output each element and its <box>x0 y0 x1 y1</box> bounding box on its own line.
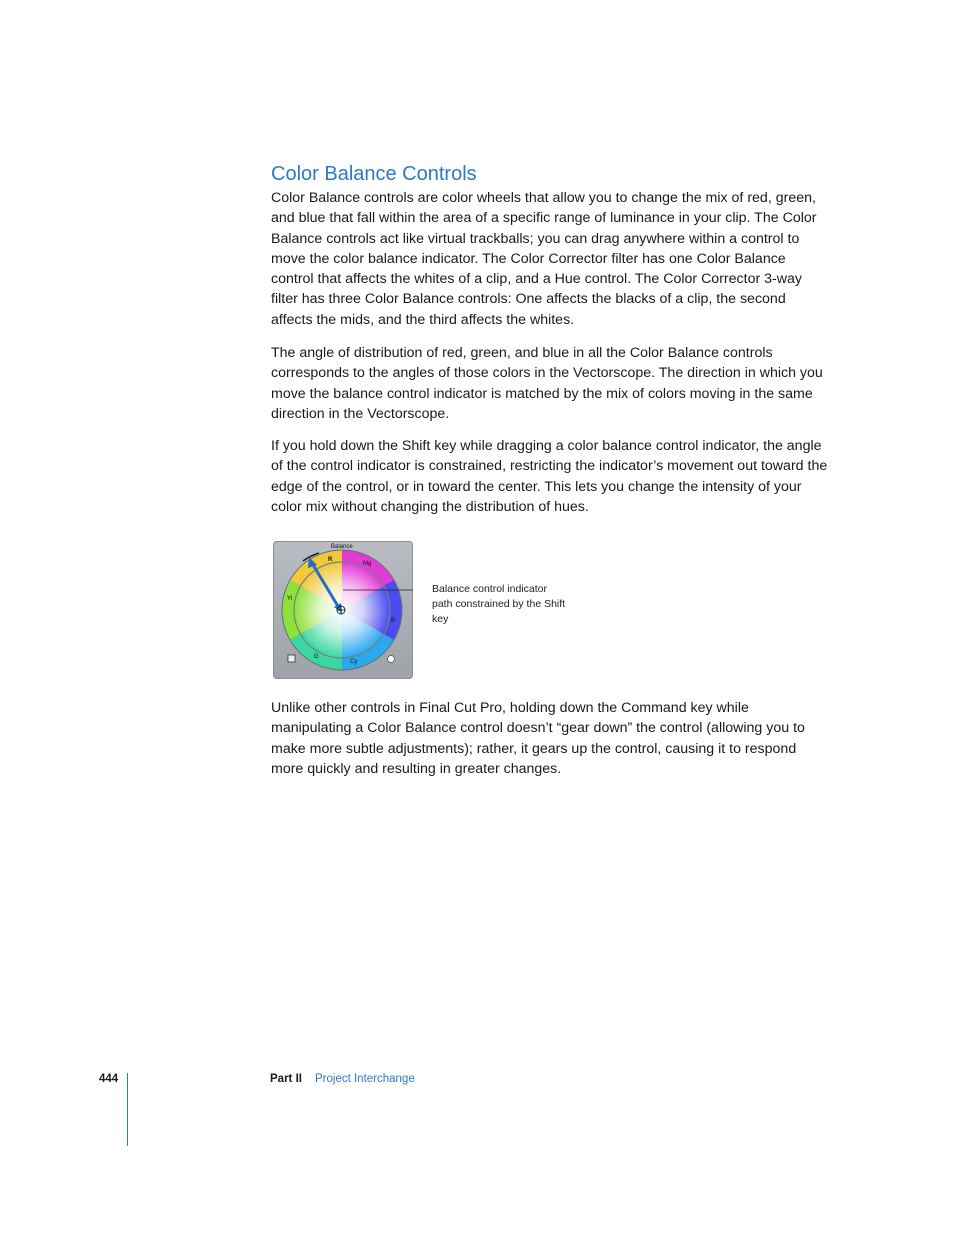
wheel-title: Balance <box>331 544 353 550</box>
color-balance-figure <box>273 541 413 679</box>
section-heading: Color Balance Controls <box>271 163 477 185</box>
label-green: G <box>314 654 319 660</box>
balance-indicator <box>337 606 345 614</box>
paragraph: The angle of distribution of red, green, and blue in all the Color Balance controls corresponds to the angles of those colors in the Vectorscope. The direction in which you move the balance control indicator is matched by the mix of colors moving in the same direction in the Vectorscope. <box>271 345 823 422</box>
label-blue: B <box>391 618 396 624</box>
paragraph: Color Balance controls are color wheels that allow you to change the mix of red, green, and blue that fall within the area of a specific range of luminance in your clip. The Color Balance controls act like virtual trackballs; you can drag anywhere within a control to move the color balance indicator. The Color Corrector filter has one Color Balance control that affects the whites of a clip, and a Hue control. The Color Corrector 3-way filter has three Color Balance controls: One affects the blacks of a clip, the second affects the mids, and the third affects the whites. <box>271 190 817 328</box>
page-number: 444 <box>99 1073 119 1085</box>
color-wheel-graphic <box>273 541 413 679</box>
footer-part: Part II <box>270 1073 302 1085</box>
label-cyan: Cy <box>350 659 358 665</box>
paragraph: Unlike other controls in Final Cut Pro, holding down the Command key while manipulating a Color Balance control doesn’t “gear down” the control (allowing you to make more subtle adjustments); rather, it gears up the control, causing it to respond more quickly and resulting in greater changes. <box>271 700 805 777</box>
label-magenta: Mg <box>363 561 372 567</box>
label-yellow: Yl <box>287 596 293 602</box>
select-auto-balance-icon <box>288 655 295 662</box>
reset-button-icon <box>388 656 395 663</box>
footer-divider <box>127 1073 128 1146</box>
label-red: R <box>328 557 333 563</box>
figure-callout: Balance control indicator path constrained by the Shift key <box>432 583 566 625</box>
paragraph: If you hold down the Shift key while dragging a color balance control indicator, the angle of the control indicator is constrained, restricting the indicator’s movement out toward the edge of the control, or in toward the center. This lets you change the intensity of your color mix without changing the distribution of hues. <box>271 438 828 515</box>
footer-section: Project Interchange <box>315 1073 415 1085</box>
